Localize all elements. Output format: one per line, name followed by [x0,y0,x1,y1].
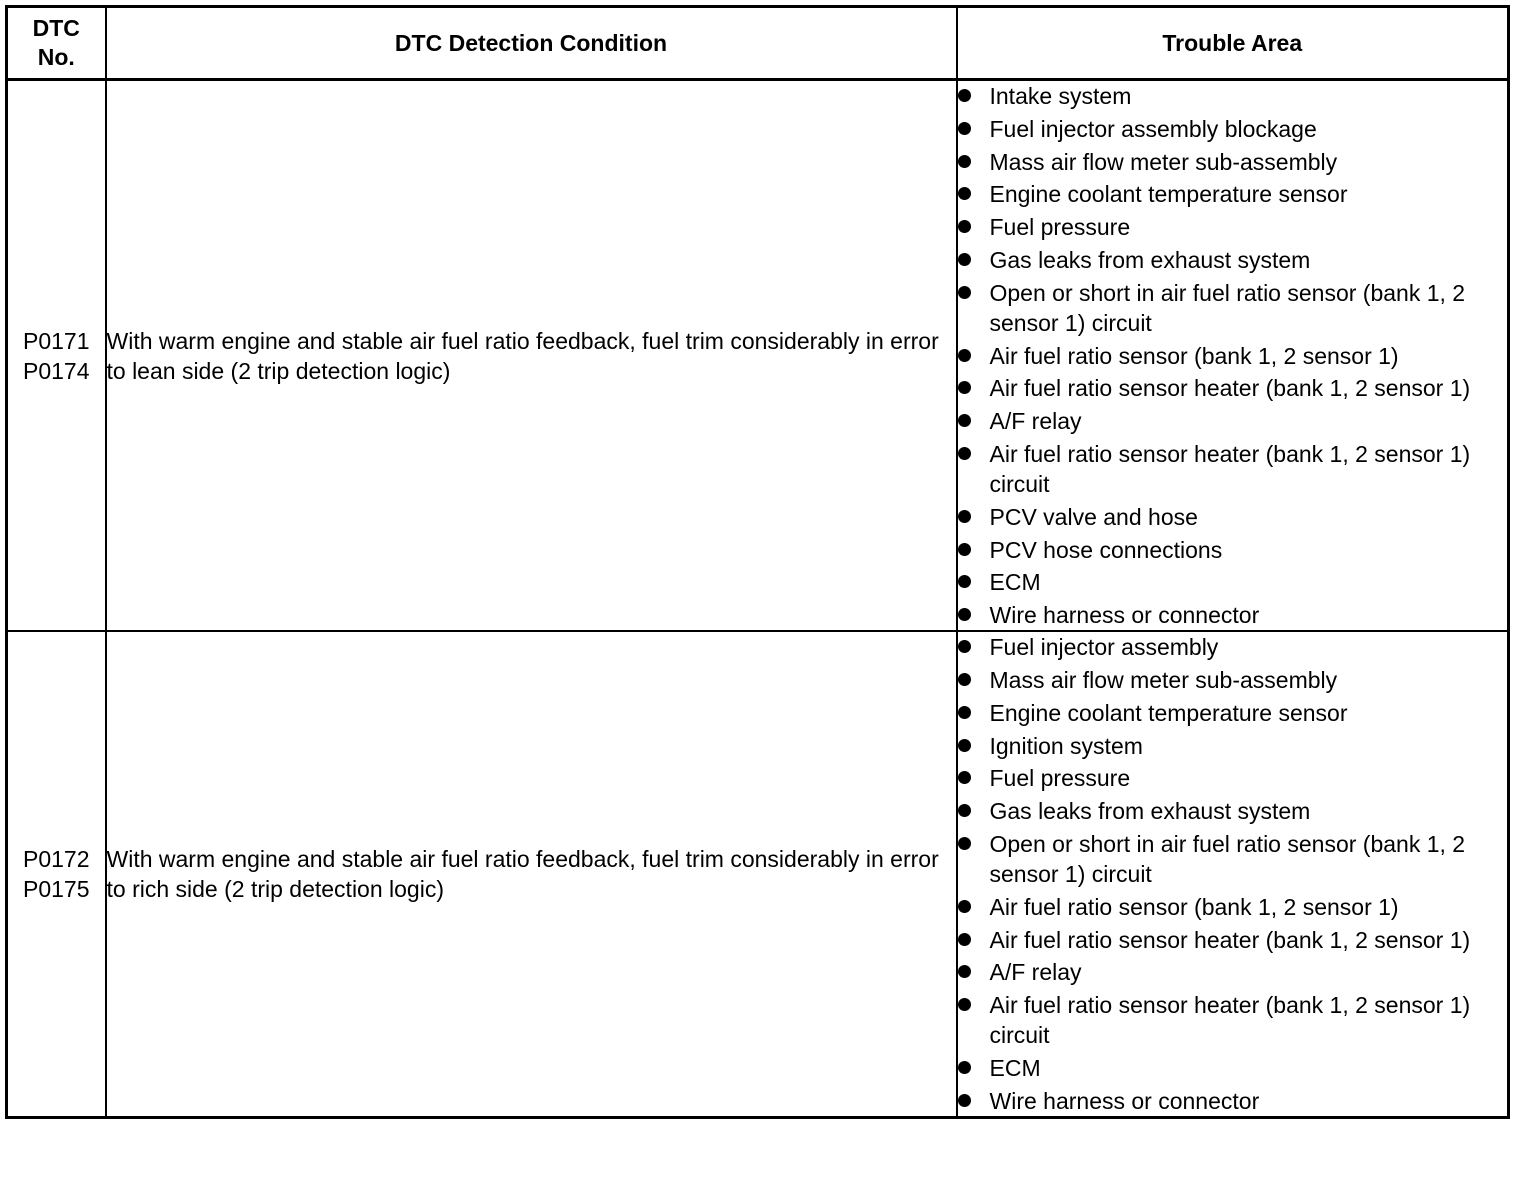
trouble-area-item: Fuel pressure [989,765,1131,792]
trouble-area-item: Air fuel ratio sensor heater (bank 1, 2 sensor 1) circuit [989,440,1471,497]
bullet-icon [958,349,971,362]
dtc-table [5,5,1510,1119]
bullet-icon [958,543,971,556]
trouble-area-item: Ignition system [989,732,1143,759]
trouble-area-item: Engine coolant temperature sensor [989,181,1348,208]
bullet-icon [958,220,971,233]
detection-condition-cell: With warm engine and stable air fuel ratio feedback, fuel trim considerably in error to lean side (2 trip detection logic) [106,80,957,632]
header-trouble-area: Trouble Area [957,7,1509,80]
list-item [958,114,1508,144]
dtc-code: P0174 [22,357,90,384]
detection-condition-cell: With warm engine and stable air fuel ratio feedback, fuel trim considerably in error to rich side (2 trip detection logic) [106,631,957,1117]
list-item [958,567,1508,597]
bullet-icon [958,673,971,686]
dtc-code: P0171 [22,327,90,354]
trouble-area-item: Air fuel ratio sensor (bank 1, 2 sensor 1) [989,342,1399,369]
list-item [958,796,1508,826]
bullet-icon [958,837,971,850]
trouble-area-item: Mass air flow meter sub-assembly [989,666,1338,693]
bullet-icon [958,640,971,653]
list-item [958,341,1508,371]
list-item [958,1086,1508,1116]
list-item [958,632,1508,662]
list-item [958,502,1508,532]
list-item [958,212,1508,242]
bullet-icon [958,739,971,752]
bullet-icon [958,575,971,588]
bullet-icon [958,771,971,784]
bullet-icon [958,933,971,946]
header-row [7,7,1509,80]
bullet-icon [958,804,971,817]
bullet-icon [958,122,971,135]
list-item [958,147,1508,177]
trouble-area-item: PCV hose connections [989,536,1223,563]
trouble-area-list [958,81,1508,630]
trouble-area-list [958,632,1508,1116]
trouble-area-cell [957,80,1509,632]
list-item [958,245,1508,275]
list-item [958,763,1508,793]
dtc-code: P0172 [22,845,90,872]
bullet-icon [958,998,971,1011]
trouble-area-item: Wire harness or connector [989,1087,1260,1114]
list-item [958,731,1508,761]
bullet-icon [958,155,971,168]
bullet-icon [958,89,971,102]
trouble-area-item: Gas leaks from exhaust system [989,798,1311,825]
trouble-area-item: Wire harness or connector [989,602,1260,629]
dtc-code-cell [7,631,106,1117]
list-item [958,892,1508,922]
table-row [7,631,1509,1117]
bullet-icon [958,706,971,719]
bullet-icon [958,510,971,523]
bullet-icon [958,608,971,621]
trouble-area-item: Intake system [989,83,1132,109]
dtc-code: P0175 [22,875,90,902]
bullet-icon [958,381,971,394]
bullet-icon [958,447,971,460]
list-item [958,1053,1508,1083]
list-item [958,829,1508,889]
list-item [958,665,1508,695]
list-item [958,990,1508,1050]
table-row [7,80,1509,632]
header-dtc-no [7,7,106,80]
trouble-area-item: A/F relay [989,408,1082,435]
trouble-area-item: Air fuel ratio sensor heater (bank 1, 2 sensor 1) [989,375,1471,402]
trouble-area-item: A/F relay [989,959,1082,986]
trouble-area-item: Air fuel ratio sensor heater (bank 1, 2 sensor 1) [989,926,1471,953]
bullet-icon [958,965,971,978]
trouble-area-item: Mass air flow meter sub-assembly [989,148,1338,175]
dtc-code-cell [7,80,106,632]
table-header [7,7,1509,80]
list-item [958,81,1508,111]
bullet-icon [958,253,971,266]
list-item [958,278,1508,338]
bullet-icon [958,187,971,200]
trouble-area-item: Fuel injector assembly blockage [989,115,1317,142]
list-item [958,600,1508,630]
table-body [7,80,1509,1118]
header-detection-condition: DTC Detection Condition [106,7,957,80]
list-item [958,406,1508,436]
trouble-area-item: Air fuel ratio sensor (bank 1, 2 sensor 1) [989,893,1399,920]
trouble-area-item: ECM [989,1054,1041,1081]
trouble-area-item: Fuel injector assembly [989,634,1219,661]
bullet-icon [958,900,971,913]
header-dtc-no-line1: DTC [32,15,80,41]
trouble-area-item: Open or short in air fuel ratio sensor (bank 1, 2 sensor 1) circuit [989,830,1466,887]
list-item [958,373,1508,403]
list-item [958,439,1508,499]
list-item [958,957,1508,987]
trouble-area-item: Fuel pressure [989,214,1131,241]
bullet-icon [958,1061,971,1074]
trouble-area-item: Engine coolant temperature sensor [989,699,1348,726]
list-item [958,179,1508,209]
header-dtc-no-line2: No. [37,44,75,70]
trouble-area-item: Open or short in air fuel ratio sensor (bank 1, 2 sensor 1) circuit [989,279,1466,336]
list-item [958,535,1508,565]
bullet-icon [958,286,971,299]
trouble-area-item: Air fuel ratio sensor heater (bank 1, 2 sensor 1) circuit [989,992,1471,1049]
trouble-area-item: ECM [989,569,1041,596]
trouble-area-cell [957,631,1509,1117]
list-item [958,925,1508,955]
trouble-area-item: Gas leaks from exhaust system [989,246,1311,273]
trouble-area-item: PCV valve and hose [989,503,1198,530]
list-item [958,698,1508,728]
bullet-icon [958,414,971,427]
bullet-icon [958,1094,971,1107]
